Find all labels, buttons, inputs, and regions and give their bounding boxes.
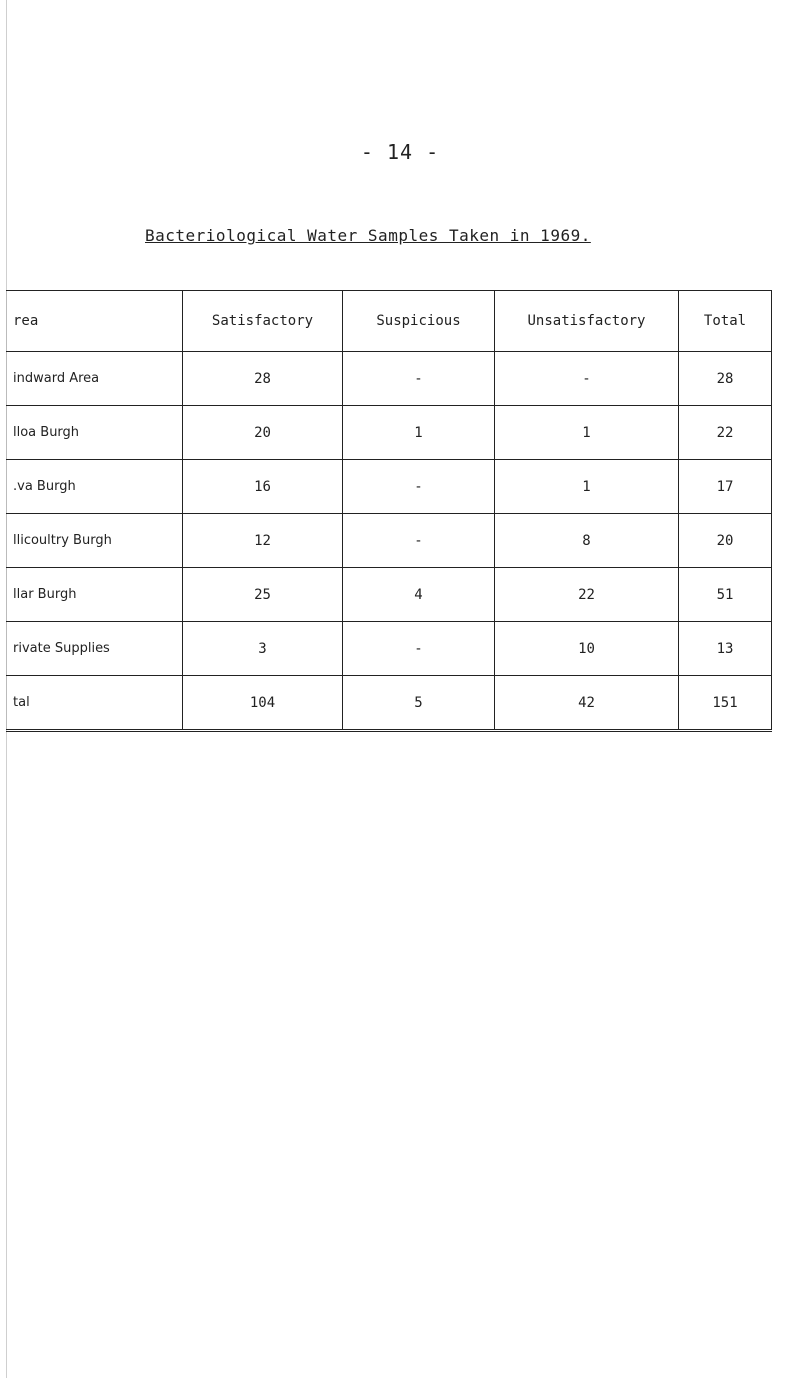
cell-satisfactory: 20 <box>183 406 343 460</box>
table-row <box>7 406 772 460</box>
cell-total: 20 <box>679 514 772 568</box>
water-samples-table <box>6 290 772 732</box>
cell-unsatisfactory: 10 <box>495 622 679 676</box>
cell-total: 13 <box>679 622 772 676</box>
cell-unsatisfactory: 22 <box>495 568 679 622</box>
cell-suspicious: - <box>343 352 495 406</box>
cell-total: 28 <box>679 352 772 406</box>
cell-total: 151 <box>679 676 772 731</box>
cell-total: 17 <box>679 460 772 514</box>
header-unsatisfactory: Unsatisfactory <box>495 291 679 352</box>
cell-satisfactory: 12 <box>183 514 343 568</box>
cell-total: 51 <box>679 568 772 622</box>
cell-unsatisfactory: 8 <box>495 514 679 568</box>
table-row <box>7 460 772 514</box>
cell-suspicious: 4 <box>343 568 495 622</box>
cell-satisfactory: 16 <box>183 460 343 514</box>
row-area-label: lloa Burgh <box>7 406 183 460</box>
row-area-label: llar Burgh <box>7 568 183 622</box>
table-row <box>7 352 772 406</box>
table-row <box>7 514 772 568</box>
cell-unsatisfactory: - <box>495 352 679 406</box>
row-area-label: llicoultry Burgh <box>7 514 183 568</box>
document-title: Bacteriological Water Samples Taken in 1969. <box>145 226 591 245</box>
table-header-row <box>7 291 772 352</box>
cell-satisfactory: 104 <box>183 676 343 731</box>
cell-unsatisfactory: 42 <box>495 676 679 731</box>
cell-satisfactory: 28 <box>183 352 343 406</box>
cell-suspicious: - <box>343 514 495 568</box>
header-suspicious: Suspicious <box>343 291 495 352</box>
cell-suspicious: - <box>343 622 495 676</box>
cell-unsatisfactory: 1 <box>495 460 679 514</box>
page-number: - 14 - <box>360 140 440 164</box>
row-area-label: indward Area <box>7 352 183 406</box>
cell-suspicious: 1 <box>343 406 495 460</box>
row-area-label: rivate Supplies <box>7 622 183 676</box>
cell-suspicious: 5 <box>343 676 495 731</box>
row-area-label: .va Burgh <box>7 460 183 514</box>
table-row <box>7 568 772 622</box>
table-row <box>7 622 772 676</box>
cell-total: 22 <box>679 406 772 460</box>
header-total: Total <box>679 291 772 352</box>
header-area: rea <box>7 291 183 352</box>
cell-satisfactory: 25 <box>183 568 343 622</box>
table-row-total <box>7 676 772 731</box>
header-satisfactory: Satisfactory <box>183 291 343 352</box>
row-area-label: tal <box>7 676 183 731</box>
cell-unsatisfactory: 1 <box>495 406 679 460</box>
cell-suspicious: - <box>343 460 495 514</box>
cell-satisfactory: 3 <box>183 622 343 676</box>
